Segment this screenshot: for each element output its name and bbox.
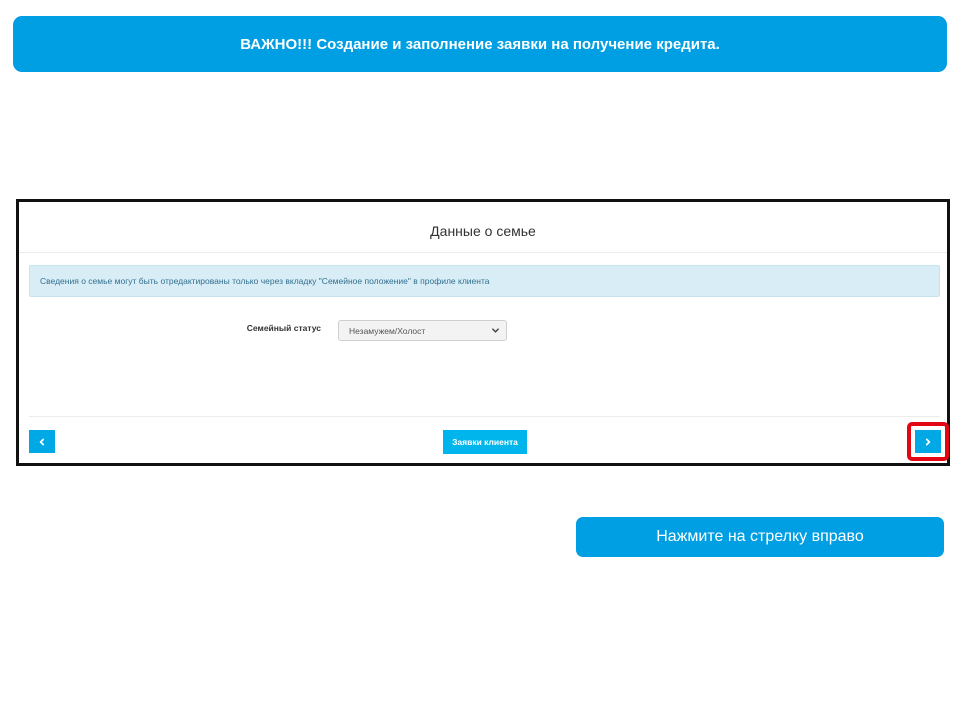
chevron-right-icon <box>923 437 933 447</box>
marital-status-label: Семейный статус <box>246 323 321 333</box>
marital-status-value: Незамужем/Холост <box>349 325 426 336</box>
next-button[interactable] <box>915 430 941 453</box>
previous-button[interactable] <box>29 430 55 453</box>
modal-title: Данные о семье <box>19 202 947 253</box>
chevron-down-icon <box>491 326 500 335</box>
title-banner-text: ВАЖНО!!! Создание и заполнение заявки на получение кредита. <box>240 35 720 53</box>
info-alert-text: Сведения о семье могут быть отредактированы только через вкладку "Семейное положение" в профиле клиента <box>40 276 490 286</box>
title-banner <box>13 16 947 72</box>
hint-banner <box>576 517 944 557</box>
hint-banner-text: Нажмите на стрелку вправо <box>656 528 864 545</box>
info-alert <box>29 265 940 297</box>
marital-status-select[interactable] <box>338 320 507 341</box>
chevron-left-icon <box>37 437 47 447</box>
footer-divider <box>29 416 940 417</box>
app-screenshot <box>16 199 950 466</box>
client-applications-button[interactable]: Заявки клиента <box>443 430 527 454</box>
